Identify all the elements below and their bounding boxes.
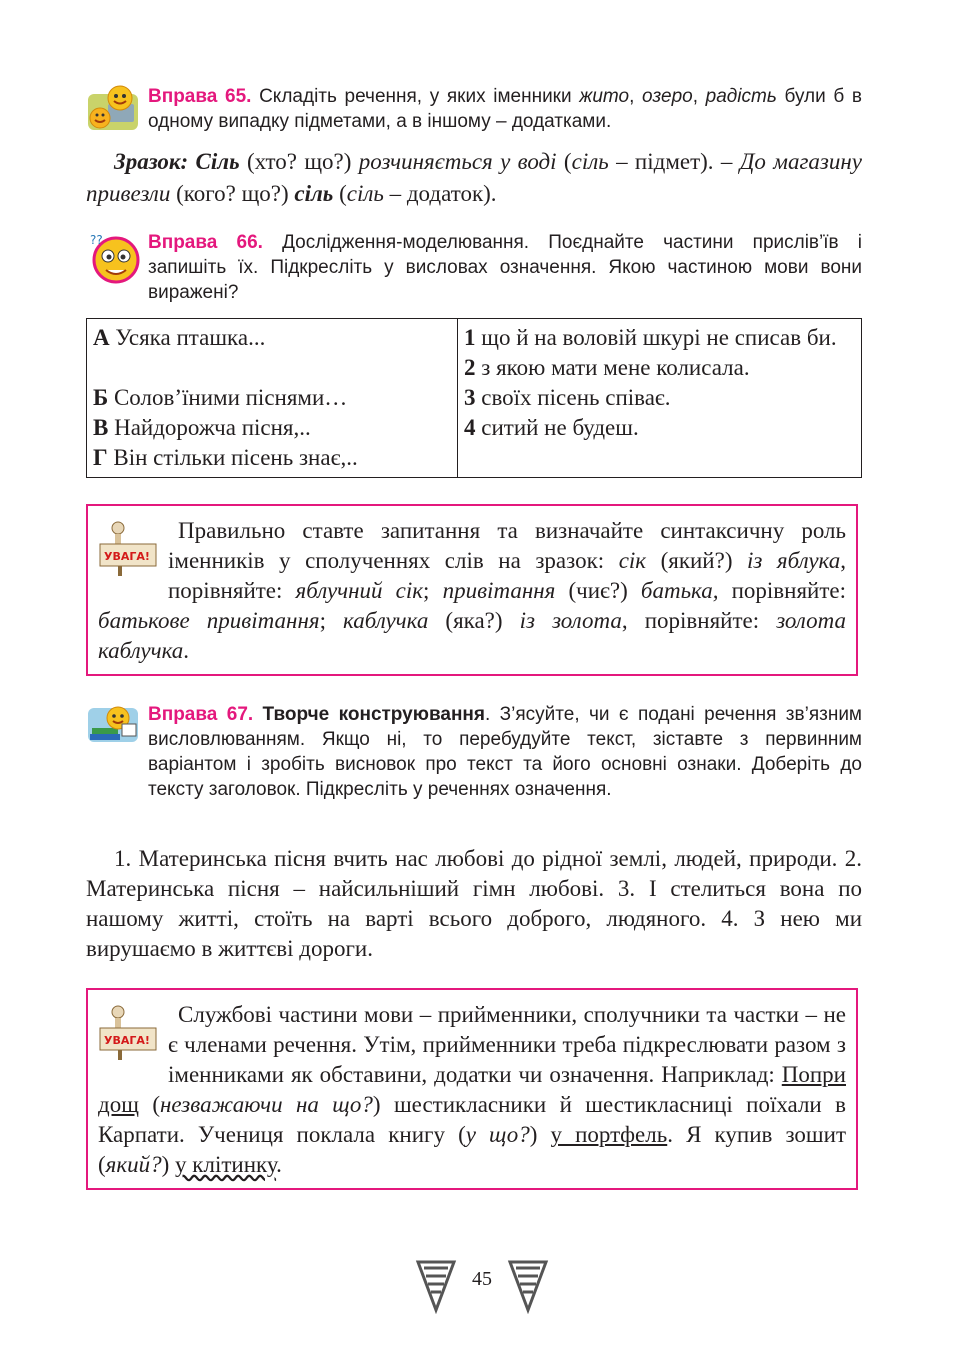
text: незважаючи на що? bbox=[159, 1092, 373, 1117]
text: Службові частини мови – прийменники, сполучники та частки – не є членами речення. Утім, прийменники треба підкреслювати разом з іменниками як обставини, додатки чи означення. Наприклад: bbox=[168, 1002, 846, 1087]
svg-text:УВАГА!: УВАГА! bbox=[104, 1034, 150, 1047]
proverb-end bbox=[464, 323, 855, 353]
proverb-starts-column bbox=[87, 319, 458, 478]
text: ( bbox=[138, 1092, 160, 1117]
ornament-icon bbox=[506, 1258, 550, 1314]
text: До магазину привезли bbox=[86, 149, 863, 206]
number: 4 bbox=[464, 415, 476, 440]
attention-sign-icon bbox=[98, 1004, 160, 1062]
text: були б в одному випадку підметами, а в іншому – додатками. bbox=[148, 86, 863, 132]
proverb-end bbox=[464, 383, 855, 413]
word: озеро bbox=[642, 86, 693, 107]
letter: А bbox=[93, 325, 110, 350]
text: – додаток). bbox=[383, 181, 497, 206]
wavy-underlined-phrase: у клітинку bbox=[175, 1152, 277, 1177]
exercise-65-label: Вправа 65. bbox=[148, 86, 252, 107]
proverb-start bbox=[93, 323, 451, 353]
text: Солов’їними піснями… bbox=[108, 385, 348, 410]
text: (кого? що?) bbox=[170, 181, 295, 206]
letter: Г bbox=[93, 445, 108, 470]
text: що й на воловій шкурі не списав би. bbox=[475, 325, 837, 350]
svg-text:??: ?? bbox=[90, 233, 103, 247]
exercise-66-text bbox=[148, 230, 862, 305]
text: (чиє?) bbox=[555, 578, 641, 603]
svg-text:УВАГА!: УВАГА! bbox=[104, 550, 150, 563]
text: , bbox=[629, 86, 643, 107]
exercise-66 bbox=[86, 230, 862, 305]
text: сік bbox=[618, 548, 647, 573]
word: жито bbox=[579, 86, 630, 107]
attention-sign-icon bbox=[98, 520, 160, 578]
number: 2 bbox=[464, 355, 476, 380]
text: (який?) bbox=[646, 548, 748, 573]
exercise-67-label: Вправа 67. bbox=[148, 704, 254, 725]
text: батькове привітання bbox=[98, 608, 320, 633]
text: , bbox=[692, 86, 706, 107]
text: . Я купив зошит ( bbox=[98, 1122, 846, 1177]
text: своїх пісень співає. bbox=[475, 385, 671, 410]
text: Творче конструювання bbox=[253, 704, 485, 725]
exercise-66-label: Вправа 66. bbox=[148, 232, 263, 253]
exercise-65-text bbox=[148, 84, 862, 134]
text: ( bbox=[556, 149, 572, 174]
note-2-text bbox=[98, 1000, 846, 1180]
ornament-icon bbox=[414, 1258, 458, 1314]
text: яблучний сік bbox=[295, 578, 424, 603]
text: ) bbox=[529, 1122, 551, 1147]
exercise-67 bbox=[86, 702, 862, 802]
number: 1 bbox=[464, 325, 476, 350]
text: із яблука bbox=[747, 548, 841, 573]
text: сіль bbox=[346, 181, 384, 206]
text: який? bbox=[105, 1152, 162, 1177]
text: , порівняйте: bbox=[168, 548, 846, 603]
sample-label: Зразок: Сіль bbox=[114, 149, 240, 174]
attention-note-1 bbox=[86, 504, 858, 676]
text: . З’ясуйте, чи є подані речення зв’язним висловлюванням. Якщо ні, то перебудуйте текст, зіставте з первинним варіантом і зробіть висновок про текст та його основні ознаки. Доберіть до тексту заголовок. Підкресліть у реченнях означення. bbox=[148, 704, 862, 800]
text: (хто? що?) bbox=[239, 149, 359, 174]
exercise-67-text bbox=[148, 702, 862, 802]
note-1-text bbox=[98, 516, 846, 666]
text: Усяка пташка... bbox=[109, 325, 266, 350]
letter: В bbox=[93, 415, 109, 440]
text: . bbox=[276, 1152, 282, 1177]
underlined-phrase: у портфель bbox=[550, 1122, 668, 1147]
text: ситий не будеш. bbox=[475, 415, 639, 440]
text: Дослідження-моделювання. Поєднайте частини прислів’їв і запишіть їх. Підкресліть у висловах означення. Якою частиною мови вони виражені? bbox=[148, 232, 862, 303]
word: радість bbox=[705, 86, 777, 107]
page-number: 45 bbox=[472, 1268, 492, 1290]
spacer bbox=[93, 353, 451, 383]
sample-paragraph bbox=[86, 146, 862, 210]
text: ) bbox=[161, 1152, 176, 1177]
text: . bbox=[183, 638, 190, 663]
text: порівняйте: bbox=[718, 578, 847, 603]
exercise-67-source-text: 1. Материнська пісня вчить нас любові до рідної землі, людей, природи. 2. Материнська пісня – найсильніший гімн любові. 3. І стелиться вона по нашому житті, стоїть на варті всього доброго, людяного. 4. З нею ми вирушаємо в життєві дороги. bbox=[86, 846, 862, 961]
text: розчиняється у воді bbox=[358, 149, 557, 174]
text: Він стільки пісень знає,.. bbox=[107, 445, 358, 470]
text: Найдорожча пісня,.. bbox=[108, 415, 311, 440]
text: сіль bbox=[294, 181, 334, 206]
text: у що? bbox=[465, 1122, 530, 1147]
proverb-table bbox=[86, 318, 862, 478]
text: ) шестикласники й шестикласниці поїхали в Карпати. Учениця поклала книгу ( bbox=[98, 1092, 846, 1147]
text: привітання bbox=[442, 578, 556, 603]
page-footer bbox=[0, 1258, 963, 1314]
text: Складіть речення, у яких іменники bbox=[251, 86, 580, 107]
proverb-ends-column bbox=[458, 319, 862, 478]
text: каблучка bbox=[343, 608, 429, 633]
smiley-laptop-icon bbox=[86, 84, 142, 132]
proverb-start bbox=[93, 413, 451, 443]
underlined-phrase: Попри дощ bbox=[98, 1062, 846, 1117]
text: – підмет). – bbox=[608, 149, 740, 174]
smiley-books-icon bbox=[86, 702, 142, 750]
text: ; bbox=[423, 578, 443, 603]
letter: Б bbox=[93, 385, 109, 410]
text: , порівняйте: bbox=[621, 608, 777, 633]
text: Правильно ставте запитання та визначайте синтаксичну роль іменників у сполученнях слів на зразок: bbox=[168, 518, 846, 573]
proverb-start bbox=[93, 443, 451, 473]
attention-note-2 bbox=[86, 988, 858, 1190]
text: ( bbox=[333, 181, 347, 206]
exercise-65 bbox=[86, 84, 862, 134]
text: (яка?) bbox=[428, 608, 520, 633]
text: ; bbox=[319, 608, 344, 633]
thinking-smiley-icon bbox=[86, 230, 142, 286]
text: золота каблучка bbox=[98, 608, 846, 663]
proverb-end bbox=[464, 353, 855, 383]
text: з якою мати мене колисала. bbox=[475, 355, 750, 380]
number: 3 bbox=[464, 385, 476, 410]
proverb-start bbox=[93, 383, 451, 413]
proverb-end bbox=[464, 413, 855, 443]
text: батька, bbox=[640, 578, 719, 603]
text: сіль bbox=[571, 149, 609, 174]
text: із золота bbox=[519, 608, 622, 633]
